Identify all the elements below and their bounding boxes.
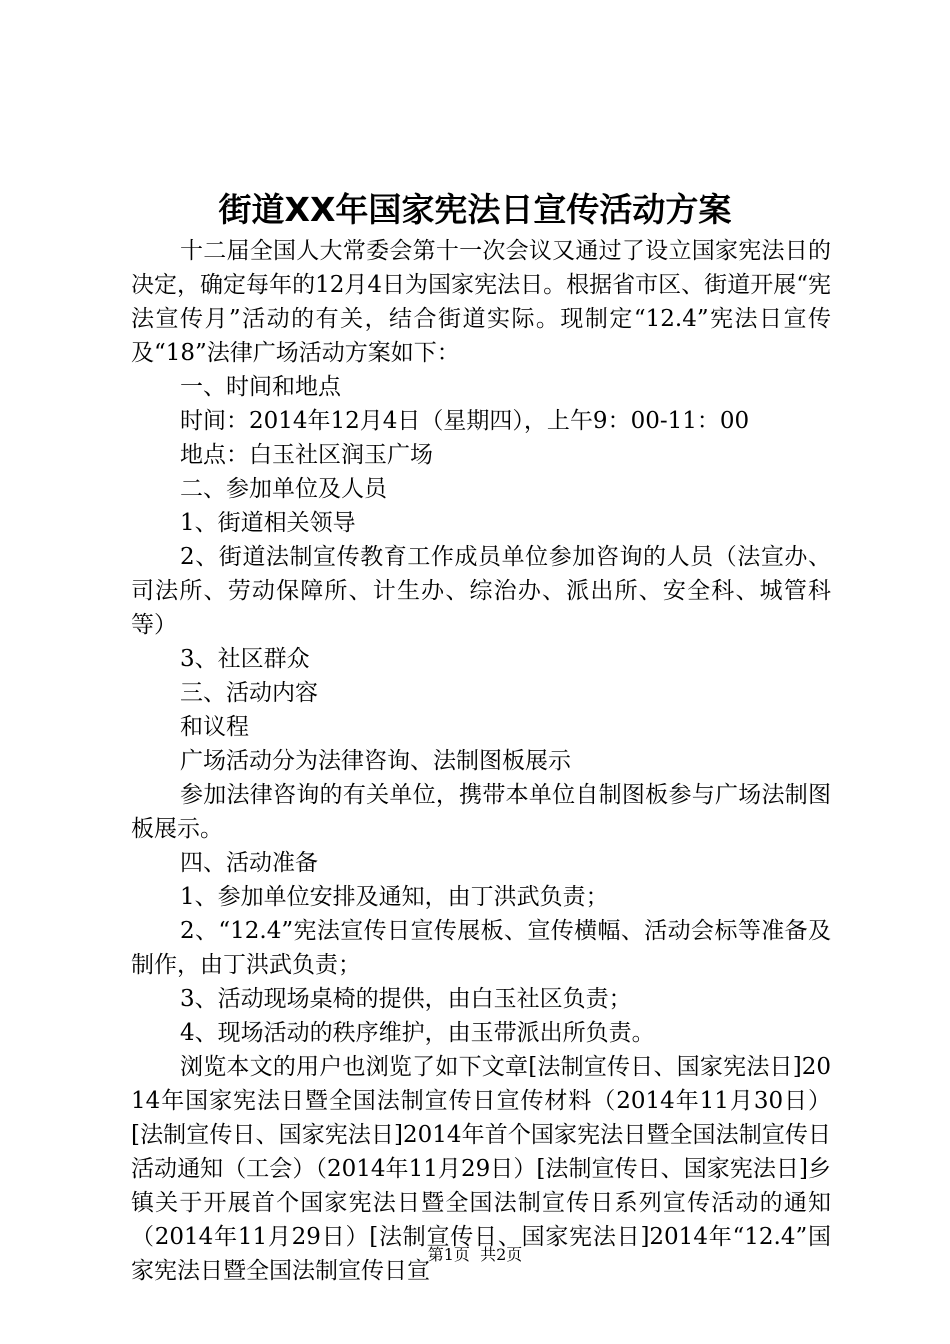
paragraph-activity: 广场活动分为法律咨询、法制图板展示 [180, 748, 571, 774]
document-title: 街道XX年国家宪法日宣传活动方案 [218, 190, 732, 229]
paragraph-intro: 十二届全国人大常委会第十一次会议又通过了设立国家宪法日的决定，确定每年的12月4日为国家宪法日。根据省市区、街道开展“宪法宣传月”活动的有关，结合街道实际。现制定“12.4”宪法日宣传及“18”法律广场活动方案如下： [131, 238, 831, 366]
list-item: 1、街道相关领导 [180, 510, 356, 536]
paragraph-time: 时间：2014年12月4日（星期四），上午9：00-11：00 [180, 408, 750, 434]
list-item: 4、现场活动的秩序维护，由玉带派出所负责。 [180, 1020, 655, 1046]
list-item: 2、“12.4”宪法宣传日宣传展板、宣传横幅、活动会标等准备及制作，由丁洪武负责； [131, 918, 831, 978]
paragraph-related-articles: 浏览本文的用户也浏览了如下文章[法制宣传日、国家宪法日]2014年国家宪法日暨全国法制宣传日宣传材料（2014年11月30日）[法制宣传日、国家宪法日]2014年首个国家宪法日暨全国法制宣传日活动通知（工会）（2014年11月29日）[法制宣传日、国家宪法日]乡镇关于开展首个国家宪法日暨全国法制宣传日系列宣传活动的通知（2014年11月29日）[法制宣传日、国家宪法日]2014年“12.4”国家宪法日暨全国法制宣传日宣 [131, 1054, 831, 1284]
section-heading-preparation: 四、活动准备 [180, 850, 318, 876]
document-body [131, 234, 831, 1288]
section-heading-agenda: 和议程 [180, 714, 249, 740]
list-item: 1、参加单位安排及通知，由丁洪武负责； [180, 884, 609, 910]
paragraph-place: 地点：白玉社区润玉广场 [180, 442, 433, 468]
page-footer: 第1页 共2页 [427, 1245, 523, 1264]
list-item: 3、社区群众 [180, 646, 310, 672]
section-heading-participants: 二、参加单位及人员 [180, 476, 387, 502]
list-item: 2、街道法制宣传教育工作成员单位参加咨询的人员（法宣办、司法所、劳动保障所、计生办、综治办、派出所、安全科、城管科等） [131, 544, 831, 638]
list-item: 3、活动现场桌椅的提供，由白玉社区负责； [180, 986, 632, 1012]
paragraph-consultation: 参加法律咨询的有关单位，携带本单位自制图板参与广场法制图板展示。 [131, 782, 831, 842]
section-heading-content: 三、活动内容 [180, 680, 318, 706]
section-heading-time-place: 一、时间和地点 [180, 374, 341, 400]
